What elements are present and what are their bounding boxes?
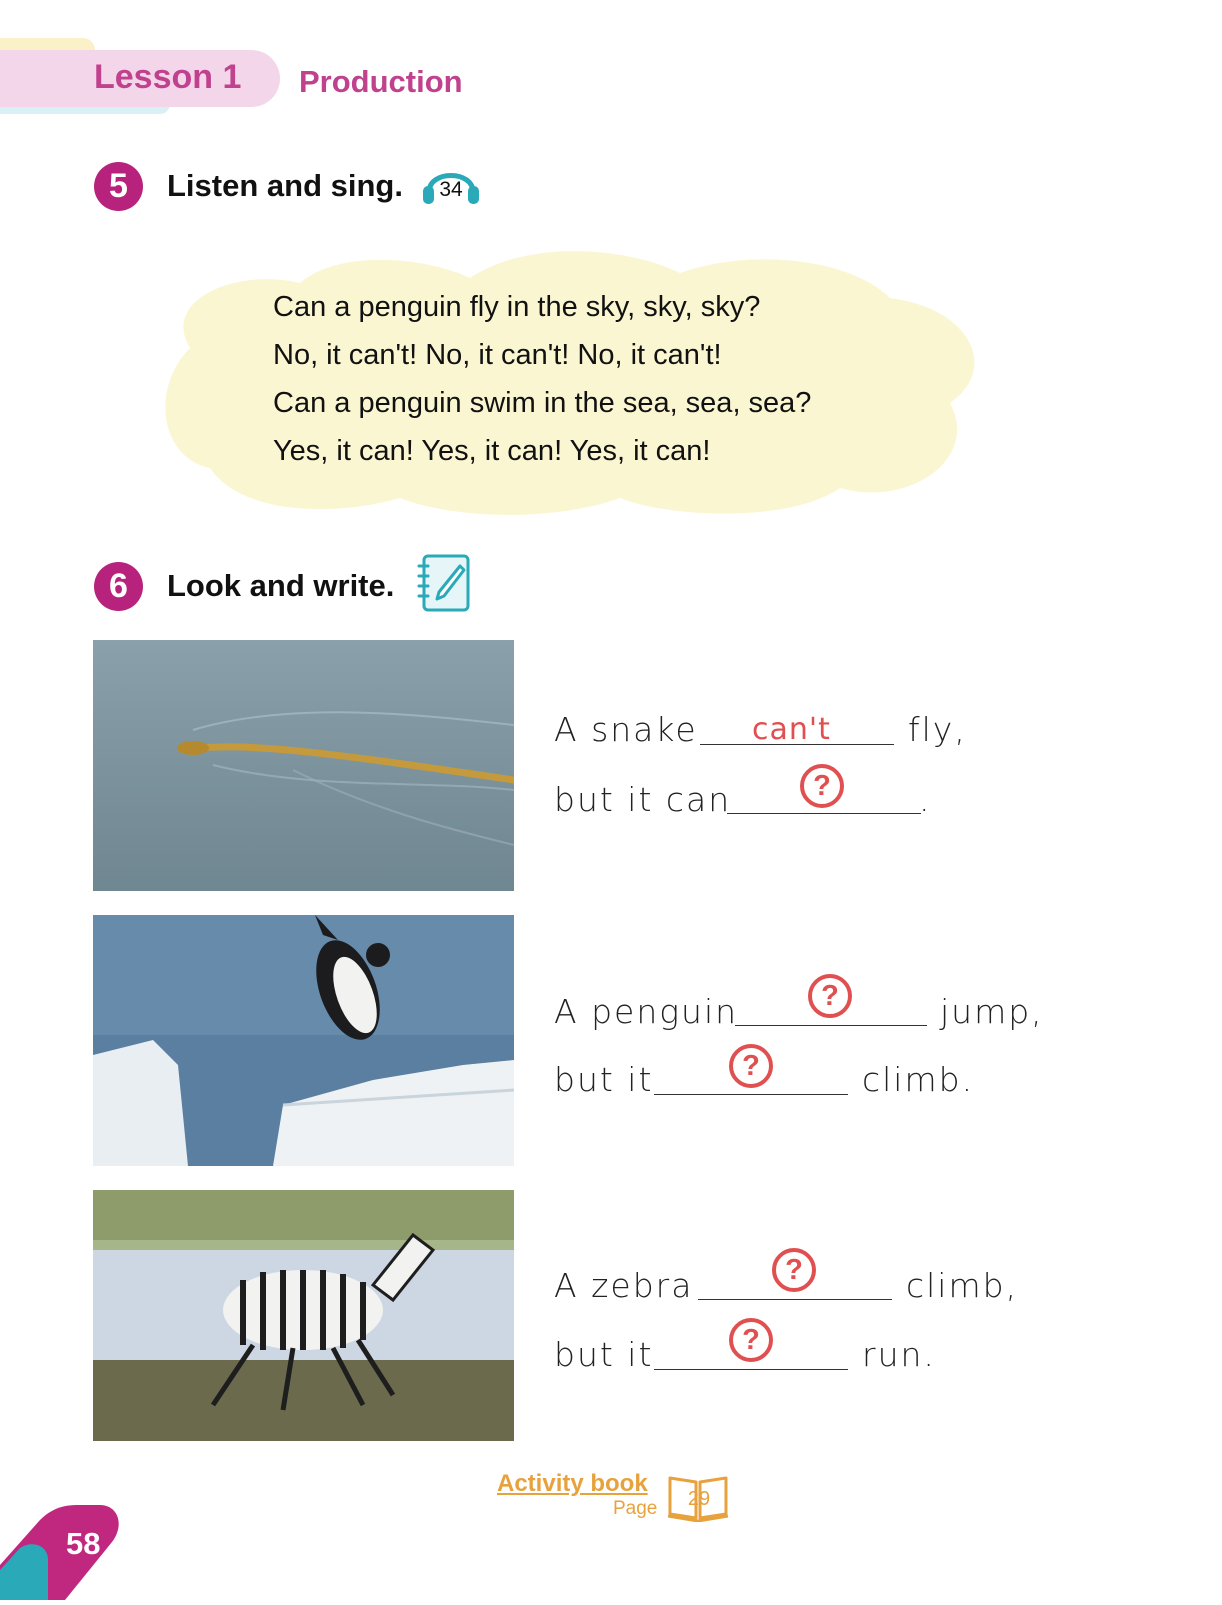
exercise-5-title: Listen and sing. [167,168,403,203]
s3-answer-1-hint[interactable]: ? [772,1248,816,1292]
s3-line1-before: A zebra [554,1266,694,1305]
s1-line1-after: fly, [908,710,967,749]
s2-answer-1-hint[interactable]: ? [808,974,852,1018]
s1-answer-1: can't [752,712,831,747]
s2-line1-before: A penguin [554,992,739,1031]
s2-line2-before: but it [554,1060,654,1099]
s1-line1-before: A snake [554,710,698,749]
page-number: 58 [66,1526,101,1561]
page-number-tab [0,1500,130,1600]
song-line-4: Yes, it can! Yes, it can! Yes, it can! [273,435,711,467]
s3-blank-2[interactable] [654,1369,848,1370]
s1-blank-2[interactable] [727,813,921,814]
s1-line2-before: but it can [554,780,732,819]
lesson-title: Lesson 1 [94,58,242,96]
exercise-6-number: 6 [94,562,143,611]
s3-line2-before: but it [554,1335,654,1374]
s3-blank-1[interactable] [698,1299,892,1300]
notebook-pencil-icon[interactable] [416,552,474,614]
song-line-3: Can a penguin swim in the sea, sea, sea? [273,387,812,419]
zebra-running-photo [93,1190,514,1441]
s3-line2-after: run. [862,1335,936,1374]
s1-answer-2-hint[interactable]: ? [800,764,844,808]
penguin-jumping-photo [93,915,514,1166]
s2-blank-1[interactable] [735,1025,927,1026]
s2-blank-2[interactable] [654,1094,848,1095]
s2-line1-after: jump, [940,992,1044,1031]
activity-book-page-label: Page [613,1498,658,1519]
s2-answer-2-hint[interactable]: ? [729,1044,773,1088]
section-title: Production [299,64,463,99]
exercise-6-title: Look and write. [167,568,395,603]
s3-answer-2-hint[interactable]: ? [729,1318,773,1362]
song-line-2: No, it can't! No, it can't! No, it can't! [273,339,722,371]
audio-track-number: 34 [439,178,463,201]
s2-line2-after: climb. [862,1060,975,1099]
exercise-5-number: 5 [94,162,143,211]
activity-book-page-number: 29 [687,1488,711,1510]
song-line-1: Can a penguin fly in the sky, sky, sky? [273,291,761,323]
song-lyrics [273,283,811,475]
headphones-icon[interactable] [420,158,482,208]
snake-swimming-photo [93,640,514,891]
s1-line2-after: . [919,780,932,819]
activity-book-link[interactable]: Activity book [497,1470,648,1497]
s3-line1-after: climb, [906,1266,1019,1305]
